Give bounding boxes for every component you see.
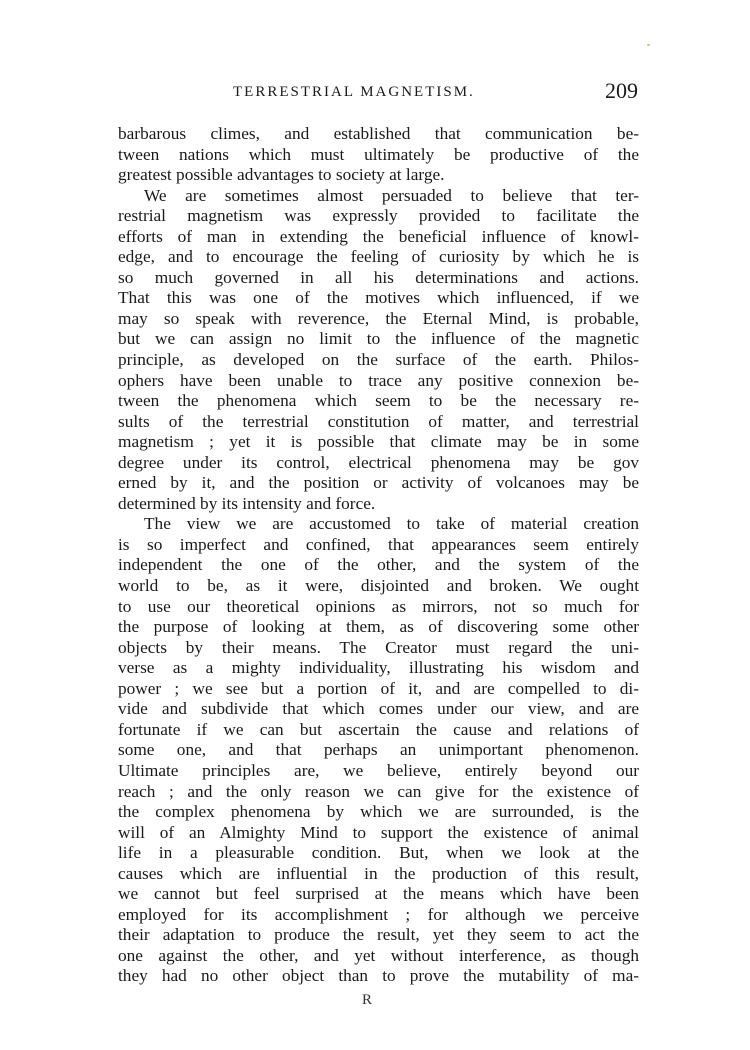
text-line: some one, and that perhaps an unimportant phenomenon.	[118, 740, 639, 760]
text-line: one against the other, and yet without interference, as though	[118, 945, 639, 965]
text-line: magnetism ; yet it is possible that climate may be in some	[118, 432, 639, 452]
text-line: degree under its control, electrical phenomena may be gov	[118, 452, 639, 472]
text-line: principle, as developed on the surface of the earth. Philos-	[118, 350, 639, 370]
text-line: edge, and to encourage the feeling of curiosity by which he is	[118, 247, 639, 267]
text-line: efforts of man in extending the beneficial influence of knowl-	[118, 226, 639, 246]
text-line: causes which are influential in the production of this result,	[118, 863, 639, 883]
text-line: ophers have been unable to trace any positive connexion be-	[118, 370, 639, 390]
text-line: the purpose of looking at them, as of discovering some other	[118, 617, 639, 637]
text-line: reach ; and the only reason we can give for the existence of	[118, 781, 639, 801]
text-line: the complex phenomena by which we are surrounded, is the	[118, 802, 639, 822]
text-line: Ultimate principles are, we believe, entirely beyond our	[118, 760, 639, 780]
text-line: fortunate if we can but ascertain the cause and relations of	[118, 719, 639, 739]
page-header	[118, 80, 638, 106]
running-head: TERRESTRIAL MAGNETISM.	[233, 84, 475, 100]
text-line: The view we are accustomed to take of material creation	[144, 514, 639, 534]
text-line: their adaptation to produce the result, yet they seem to act the	[118, 925, 639, 945]
text-line: restrial magnetism was expressly provided to facilitate the	[118, 206, 639, 226]
text-line: barbarous climes, and established that communication be-	[118, 124, 639, 143]
text-line: vide and subdivide that which comes under our view, and are	[118, 699, 639, 719]
text-line: employed for its accomplishment ; for although we perceive	[118, 904, 639, 924]
text-line: but we can assign no limit to the influence of the magnetic	[118, 329, 639, 349]
text-line: life in a pleasurable condition. But, when we look at the	[118, 843, 639, 863]
text-line: we cannot but feel surprised at the means which have been	[118, 884, 639, 904]
text-line: sults of the terrestrial constitution of matter, and terrestrial	[118, 411, 639, 431]
text-line: will of an Almighty Mind to support the existence of animal	[118, 822, 639, 842]
text-line: tween nations which must ultimately be productive of the	[118, 144, 639, 164]
text-line: determined by its intensity and force.	[118, 493, 376, 513]
text-line: greatest possible advantages to society at large.	[118, 165, 445, 185]
paper-speck	[647, 44, 650, 46]
page-number: 209	[605, 78, 638, 103]
text-line: erned by it, and the position or activity of volcanoes may be	[118, 473, 639, 493]
body-text	[118, 124, 639, 987]
text-line: may so speak with reverence, the Eternal Mind, is probable,	[118, 308, 639, 328]
text-line: independent the one of the other, and the system of the	[118, 555, 639, 575]
text-line: tween the phenomena which seem to be the necessary re-	[118, 391, 639, 411]
text-line: objects by their means. The Creator must regard the uni-	[118, 637, 639, 657]
text-line: is so imperfect and confined, that appearances seem entirely	[118, 534, 639, 554]
text-line: so much governed in all his determinations and actions.	[118, 267, 639, 287]
text-line: power ; we see but a portion of it, and are compelled to di-	[118, 678, 639, 698]
text-line: That this was one of the motives which influenced, if we	[118, 288, 639, 308]
text-line: verse as a mighty individuality, illustrating his wisdom and	[118, 658, 639, 678]
text-line: to use our theoretical opinions as mirrors, not so much for	[118, 596, 639, 616]
signature-mark: R	[362, 992, 373, 1008]
text-line: world to be, as it were, disjointed and broken. We ought	[118, 576, 639, 596]
text-line: they had no other object than to prove the mutability of ma-	[118, 966, 639, 986]
text-line: We are sometimes almost persuaded to believe that ter-	[144, 185, 639, 205]
